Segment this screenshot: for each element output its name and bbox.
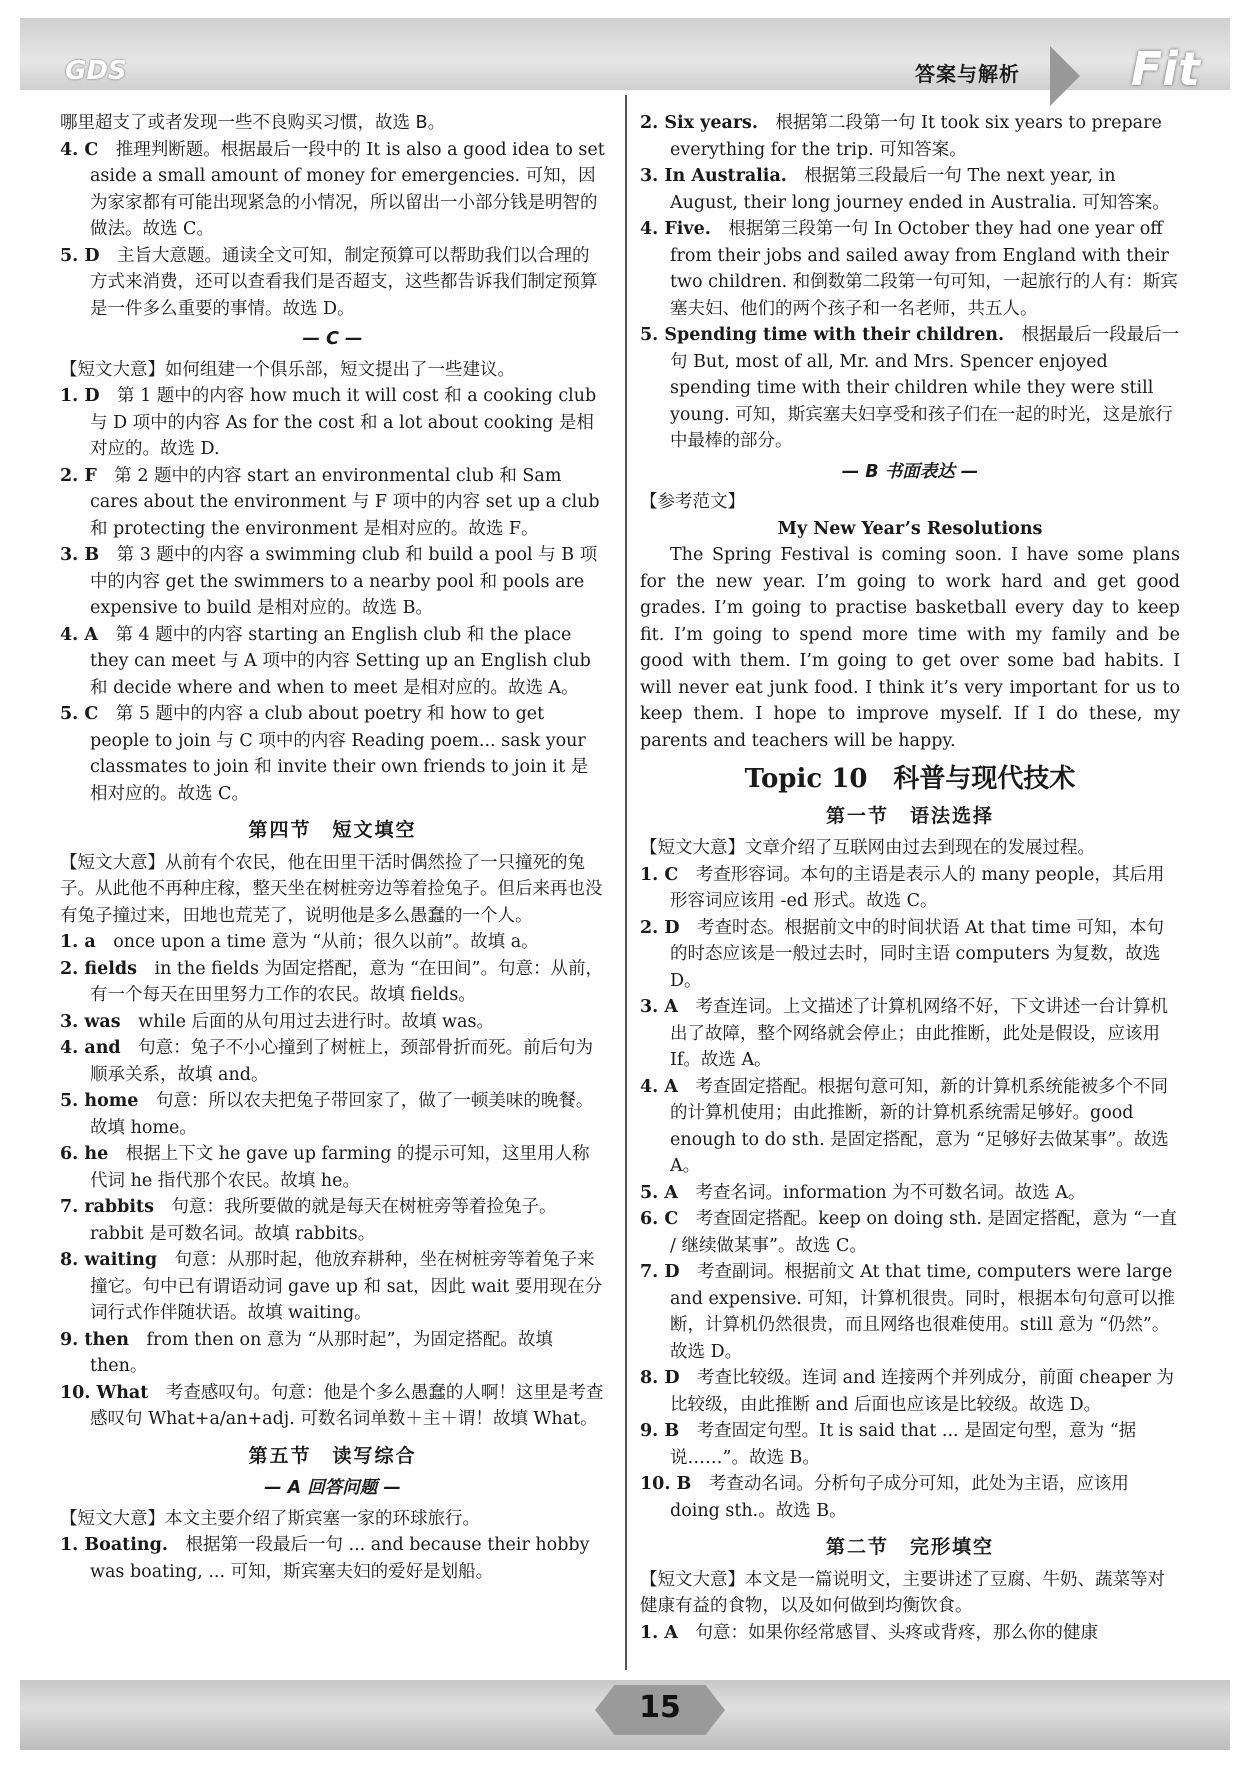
answer-item [60,1327,605,1380]
answer-number: 10. B [640,1474,709,1494]
answer-explanation: 考查固定搭配。keep on doing sth. 是固定搭配，意为 “一直 / 继续做某事”。故选 C。 [670,1209,1178,1256]
summary-text: 【参考范文】 [640,492,745,512]
answer-number: 1. C [640,864,696,885]
section-heading: 第五节 读写综合 [248,1444,417,1467]
answer-number: 5. A [640,1182,696,1203]
answer-item [640,110,1180,163]
answer-explanation: 第 5 题中的内容 a club about poetry 和 how to get people to join 与 C 项中的内容 Reading poem... sask your classmates to join 和 invite their own friends to join it 是相对应的。故选 C。 [90,704,589,804]
answer-number: 2. D [640,917,698,938]
answer-number: 1. D [60,386,118,406]
answer-explanation: 根据第三段第一句 In October they had one year off from their jobs and sailed away from England with their two children. 和倒数第二段第一句可知，一起旅行的人有：斯宾塞夫妇、他们的两个孩子和一名老师，共五人。 [670,219,1178,319]
answer-number: 1. a [60,932,114,952]
answer-number: 4. A [60,624,116,645]
answer-item [640,915,1180,995]
answer-item [640,1206,1180,1259]
answer-item [640,1365,1180,1418]
answer-explanation: 句意：我所要做的就是每天在树桩旁等着捡兔子。rabbit 是可数名词。故填 rabbits。 [90,1197,557,1244]
answer-explanation: from then on 意为 “从那时起”，为固定搭配。故填 then。 [90,1329,553,1376]
answer-number: 6. he [60,1144,126,1164]
answer-item [60,463,605,543]
answer-item [640,1620,1180,1647]
answer-number: 1. A [640,1622,696,1643]
subsection-label: — A 回答问题 — [264,1478,401,1498]
answer-number: 2. F [60,465,115,486]
answer-explanation: 句意：所以农夫把兔子带回家了，做了一顿美味的晚餐。故填 home。 [90,1091,594,1138]
page-number: 15 [639,1690,681,1725]
gds-logo: GDS [65,56,127,86]
answer-number: 9. B [640,1421,697,1441]
answer-number: 7. rabbits [60,1197,172,1217]
answer-item [60,1532,605,1585]
answer-item [640,216,1180,322]
essay-title: My New Year’s Resolutions [777,518,1043,539]
summary-text: 【短文大意】如何组建一个俱乐部，短文提出了一些建议。 [60,359,515,380]
answer-explanation: 考查感叹句。句意：他是个多么愚蠢的人啊！这里是考查感叹句 What+a/an+adj. 可数名词单数＋主＋谓！故填 What。 [90,1382,604,1429]
answer-explanation: 句意：从那时起，他放弃耕种，坐在树桩旁等着兔子来撞它。句中已有谓语动词 gave up 和 sat，因此 wait 要用现在分词行式作伴随状语。故填 waiting。 [90,1250,603,1323]
answer-explanation: 推理判断题。根据最后一段中的 It is also a good idea to set aside a small amount of money for emergencies. 可知，因为家家都有可能出现紧急的小情况，所以留出一小部分钱是明智的做法。故选 C。 [90,139,605,239]
answer-number: 8. D [640,1368,698,1388]
answer-item [640,994,1180,1074]
answer-explanation: 考查比较级。连词 and 连接两个并列成分，前面 cheaper 为比较级，由此推断 and 后面也应该是比较级。故选 D。 [670,1368,1174,1415]
answer-explanation: 句意：如果你经常感冒、头疼或背疼，那么你的健康 [695,1622,1098,1643]
subsection-label: — B 书面表达 — [841,461,979,482]
answer-explanation: 考查连词。上文描述了计算机网络不好，下文讲述一台计算机出了故障，整个网络就会停止；由此推断，此处是假设，应该用 If。故选 A。 [670,997,1168,1070]
answer-explanation: 考查动名词。分析句子成分可知，此处为主语，应该用 doing sth.。故选 B。 [670,1474,1129,1521]
answer-item [60,243,605,323]
answer-item [60,929,605,956]
answer-number: 3. B [60,545,117,565]
answer-item [640,163,1180,216]
answer-item [60,137,605,243]
subsection-label: — C — [302,329,363,349]
answer-explanation: 句意：兔子不小心撞到了树桩上，颈部骨折而死。前后句为顺承关系，故填 and。 [90,1038,594,1085]
answer-explanation: 根据上下文 he gave up farming 的提示可知，这里用人称代词 he 指代那个农民。故填 he。 [90,1144,590,1191]
answer-number: 2. Six years. [640,113,776,133]
answer-item [60,701,605,807]
answer-number: 3. In Australia. [640,166,805,186]
answer-number: 7. D [640,1262,698,1282]
page-header [20,18,1230,96]
answer-number: 4. C [60,139,116,160]
answer-explanation: 考查名词。information 为不可数名词。故选 A。 [695,1182,1086,1203]
answer-item [60,1009,605,1036]
answer-item [60,1088,605,1141]
answer-number: 5. D [60,245,118,266]
answer-explanation: 第 4 题中的内容 starting an English club 和 the place they can meet 与 A 项中的内容 Setting up an English club 和 decide where and when to meet 是相对应的。故选 A。 [90,624,591,698]
answer-explanation: 考查固定搭配。根据句意可知，新的计算机系统能被多个不同的计算机使用；由此推断，新的计算机系统需足够好。good enough to do sth. 是固定搭配，意为 “足够好去做某事”。故选 A。 [670,1076,1169,1176]
answer-number: 3. was [60,1011,139,1032]
fit-logo: Fit [1130,42,1200,96]
answer-item [60,542,605,622]
answer-number: 4. A [640,1076,696,1097]
answer-explanation: 第 3 题中的内容 a swimming club 和 build a pool 与 B 项中的内容 get the swimmers to a nearby pool 和 pools are expensive to build 是相对应的。故选 B。 [90,545,598,618]
answer-item [640,1418,1180,1471]
header-title: 答案与解析 [915,62,1020,86]
answer-explanation: 根据最后一段最后一句 But, most of all, Mr. and Mrs. Spencer enjoyed spending time with their children while they were still young. 可知，斯宾塞夫妇享受和孩子们在一起的时光，这是旅行中最棒的部分。 [670,325,1180,451]
answer-number: 2. fields [60,958,155,979]
section-heading: 第二节 完形填空 [825,1536,994,1558]
answer-item [60,1247,605,1327]
right-column [640,110,1180,1646]
answer-explanation: once upon a time 意为 “从前；很久以前”。故填 a。 [113,932,539,952]
answer-explanation: 考查时态。根据前文中的时间状语 At that time 可知，本句的时态应该是一般过去时，同时主语 computers 为复数，故选 D。 [670,917,1165,991]
answer-number: 9. then [60,1329,147,1350]
left-column [60,110,605,1585]
answer-item [60,1035,605,1088]
answer-explanation: 根据第三段最后一句 The next year, in August, their long journey ended in Australia. 可知答案。 [670,166,1170,213]
answer-item [640,1471,1180,1524]
answer-item [60,956,605,1009]
section-heading: 第一节 语法选择 [825,804,994,827]
answer-number: 4. Five. [640,219,729,239]
topic-heading: Topic 10 科普与现代技术 [744,764,1076,794]
summary-text: 【短文大意】文章介绍了互联网由过去到现在的发展过程。 [640,838,1095,858]
answer-explanation: 主旨大意题。通读全文可知，制定预算可以帮助我们以合理的方式来消费，还可以查看我们是否超支，这些都告诉我们制定预算是一件多么重要的事情。故选 D。 [90,245,598,319]
summary-text: 【短文大意】从前有个农民，他在田里干活时偶然捡了一只撞死的兔子。从此他不再种庄稼，整天坐在树桩旁边等着捡兔子。但后来再也没有兔子撞过来，田地也荒芜了，说明他是多么愚蠢的一个人。 [60,852,603,926]
answer-number: 1. Boating. [60,1535,186,1555]
answer-number: 3. A [640,997,696,1017]
answer-explanation: 根据第一段最后一句 ... and because their hobby was boating, ... 可知，斯宾塞夫妇的爱好是划船。 [90,1535,590,1582]
answer-number: 5. C [60,704,116,724]
answer-item [60,383,605,463]
summary-text: 【短文大意】本文主要介绍了斯宾塞一家的环球旅行。 [60,1508,480,1529]
answer-number: 5. home [60,1091,156,1111]
answer-explanation: 根据第二段第一句 It took six years to prepare everything for the trip. 可知答案。 [670,113,1162,160]
header-arrow-icon [1050,46,1080,106]
answer-item [640,1074,1180,1180]
answer-item [640,862,1180,915]
answer-item [60,1141,605,1194]
answer-explanation: 第 1 题中的内容 how much it will cost 和 a cooking club 与 D 项中的内容 As for the cost 和 a lot about cooking 是相对应的。故选 D. [90,386,597,459]
answer-number: 5. Spending time with their children. [640,325,1022,345]
answer-explanation: 考查副词。根据前文 At that time, computers were large and expensive. 可知，计算机很贵。同时，根据本句句意可以推断，计算机仍然很贵，而且网络也很难使用。still 意为 “仍然”。故选 D。 [670,1262,1175,1362]
answer-item [640,322,1180,455]
page-footer [20,1680,1230,1750]
summary-text: 【短文大意】本文是一篇说明文，主要讲述了豆腐、牛奶、蔬菜等对健康有益的食物，以及如何做到均衡饮食。 [640,1569,1165,1616]
answer-explanation: while 后面的从句用过去进行时。故填 was。 [138,1011,494,1032]
answer-item [60,622,605,702]
answer-number: 10. What [60,1382,166,1403]
answer-explanation: in the fields 为固定搭配，意为 “在田间”。句意：从前，有一个每天在田里努力工作的农民。故填 fields。 [90,958,603,1005]
section-heading: 第四节 短文填空 [248,819,417,841]
answer-number: 6. C [640,1209,696,1229]
sample-essay: The Spring Festival is coming soon. I have some plans for the new year. I’m going to work hard and get good grades. I’m going to practise basketball every day to keep fit. I’m going to spend more time with my family and be good with them. I’m going to get over some bad habits. I will never eat junk food. I think it’s very important for us to keep them. I hope to improve myself. If I do these, my parents and teachers will be happy. [640,545,1180,751]
answer-explanation: 考查形容词。本句的主语是表示人的 many people，其后用形容词应该用 -ed 形式。故选 C。 [670,864,1165,911]
answer-item [640,1259,1180,1365]
answer-explanation: 第 2 题中的内容 start an environmental club 和 Sam cares about the environment 与 F 项中的内容 set up a club 和 protecting the environment 是相对应的。故选 F。 [90,465,600,539]
answer-item [640,1180,1180,1207]
answer-number: 8. waiting [60,1250,175,1270]
answer-number: 4. and [60,1038,139,1058]
answer-explanation: 考查固定句型。It is said that ... 是固定句型，意为 “据说……”。故选 B。 [670,1421,1137,1468]
summary-text: 哪里超支了或者发现一些不良购买习惯，故选 B。 [60,113,446,133]
column-divider [625,95,627,1670]
answer-item [60,1380,605,1433]
answer-item [60,1194,605,1247]
